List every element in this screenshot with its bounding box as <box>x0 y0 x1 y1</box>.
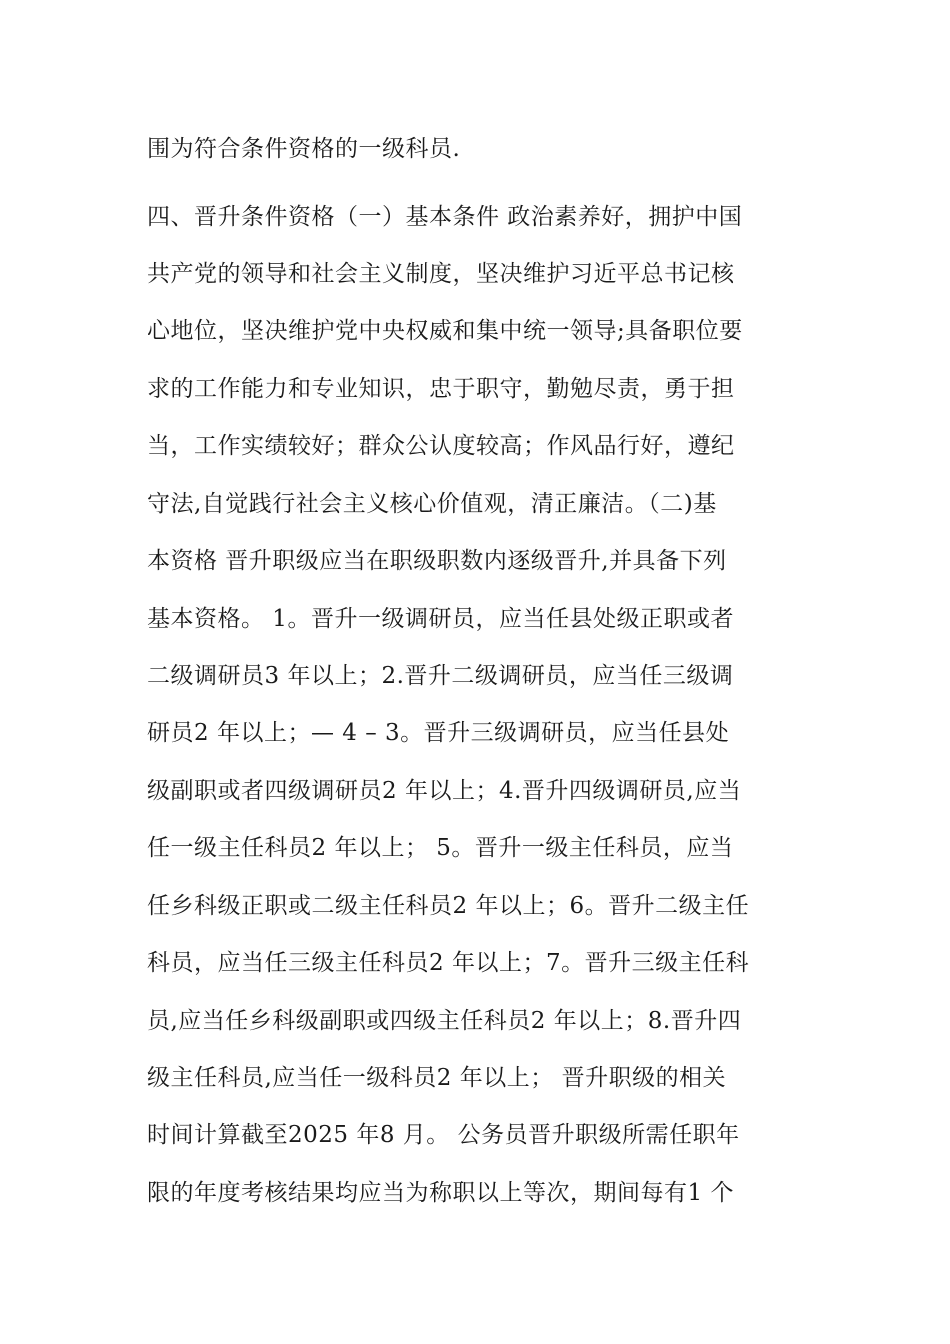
paragraph-2-line-18: 限的年度考核结果均应当为称职以上等次，期间每有1 个 <box>147 1180 734 1206</box>
paragraph-2-line-7: 本资格 晋升职级应当在职级职数内逐级晋升,并具备下列 <box>147 548 727 574</box>
paragraph-2-line-4: 求的工作能力和专业知识，忠于职守，勤勉尽责，勇于担 <box>147 376 735 402</box>
paragraph-2-line-2: 共产党的领导和社会主义制度，坚决维护习近平总书记核 <box>147 261 735 287</box>
paragraph-2-line-6: 守法,自觉践行社会主义核心价值观，清正廉洁。（二)基 <box>147 491 717 517</box>
paragraph-2-line-1: 四、晋升条件资格（一）基本条件 政治素养好，拥护中国 <box>147 204 743 230</box>
paragraph-2-line-3: 心地位，坚决维护党中央权威和集中统一领导;具备职位要 <box>147 318 743 344</box>
paragraph-2-line-5: 当，工作实绩较好；群众公认度较高；作风品行好，遵纪 <box>147 433 735 459</box>
paragraph-1-line-1: 围为符合条件资格的一级科员. <box>147 136 461 162</box>
paragraph-2-line-12: 任一级主任科员2 年以上； 5。晋升一级主任科员，应当 <box>147 835 734 861</box>
paragraph-2-line-14: 科员，应当任三级主任科员2 年以上；7。晋升三级主任科 <box>147 950 750 976</box>
paragraph-2-line-11: 级副职或者四级调研员2 年以上；4.晋升四级调研员,应当 <box>147 778 742 804</box>
paragraph-2-line-8: 基本资格。 1。晋升一级调研员，应当任县处级正职或者 <box>147 606 734 632</box>
paragraph-2-line-13: 任乡科级正职或二级主任科员2 年以上；6。晋升二级主任 <box>147 893 750 919</box>
paragraph-2-line-10: 研员2 年以上；— 4 – 3。晋升三级调研员，应当任县处 <box>147 720 730 746</box>
paragraph-2-line-15: 员,应当任乡科级副职或四级主任科员2 年以上；8.晋升四 <box>147 1008 742 1034</box>
paragraph-2-line-9: 二级调研员3 年以上；2.晋升二级调研员，应当任三级调 <box>147 663 734 689</box>
paragraph-2-line-16: 级主任科员,应当任一级科员2 年以上； 晋升职级的相关 <box>147 1065 727 1091</box>
paragraph-2-line-17: 时间计算截至2025 年8 月。 公务员晋升职级所需任职年 <box>147 1122 740 1148</box>
